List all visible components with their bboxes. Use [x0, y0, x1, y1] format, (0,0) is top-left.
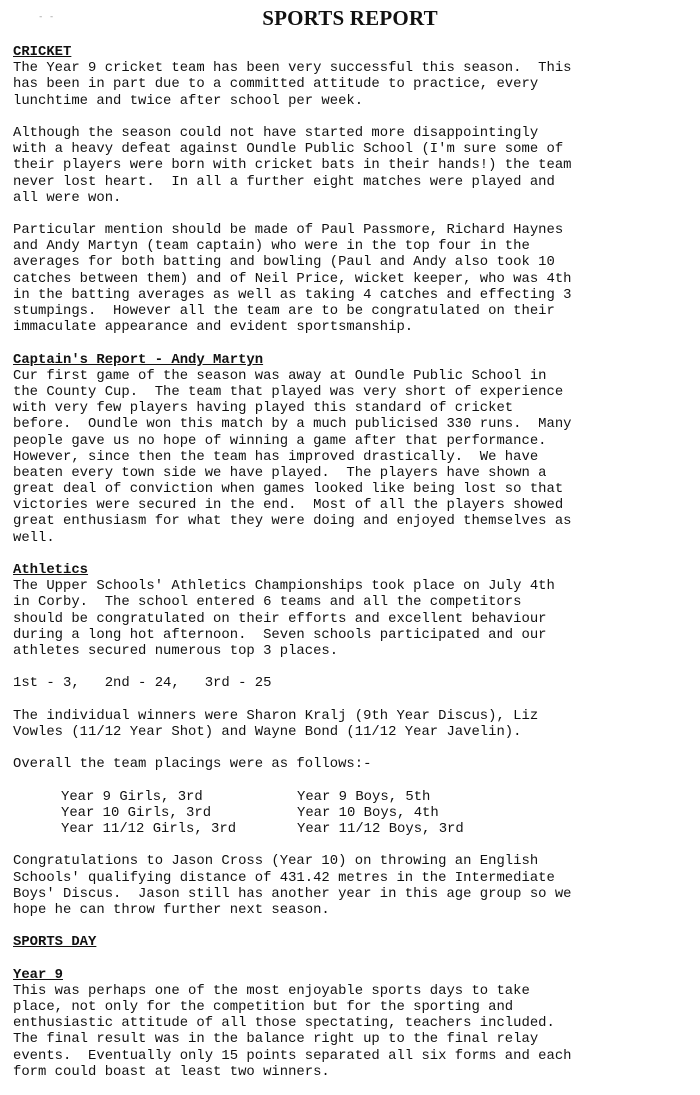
- text-line: great enthusiasm for what they were doing and enjoyed themselves as: [13, 513, 572, 530]
- text-line: the County Cup. The team that played was very short of experience: [13, 383, 564, 400]
- text-line: should be congratulated on their efforts and excellent behaviour: [13, 610, 547, 627]
- spacer: [13, 837, 697, 853]
- spacer: [13, 772, 697, 788]
- text-line: However, since then the team has improved drastically. We have: [13, 448, 539, 465]
- text-line: Boys' Discus. Jason still has another year in this age group so we: [13, 885, 572, 902]
- spacer: [13, 918, 697, 934]
- girls-placing: Year 10 Girls, 3rd: [61, 804, 212, 821]
- text-line: This was perhaps one of the most enjoyable sports days to take: [13, 982, 530, 999]
- placings-row: [13, 789, 697, 805]
- text-line: stumpings. However all the team are to be congratulated on their: [13, 303, 555, 319]
- text-line: The Year 9 cricket team has been very successful this season. This: [13, 60, 572, 77]
- year-9-subheading: Year 9: [13, 966, 64, 983]
- text-line: in the batting averages as well as taking 4 catches and effecting 3: [13, 286, 572, 303]
- cricket-heading: CRICKET: [13, 44, 72, 60]
- report-body: [13, 44, 697, 1080]
- text-line: beaten every town side we have played. The players have shown a: [13, 464, 547, 481]
- text-line: with very few players having played this standard of cricket: [13, 400, 514, 417]
- girls-placing: Year 9 Girls, 3rd: [61, 788, 203, 805]
- text-line: averages for both batting and bowling (Paul and Andy also took 10: [13, 254, 555, 271]
- text-line: before. Oundle won this match by a much publicised 330 runs. Many: [13, 416, 572, 433]
- placings-row: [13, 821, 697, 837]
- text-line: place, not only for the competition but for the sporting and: [13, 999, 514, 1016]
- text-line: The Upper Schools' Athletics Championships took place on July 4th: [13, 578, 555, 595]
- captain-report-heading: Captain's Report - Andy Martyn: [13, 351, 264, 368]
- text-line: Congratulations to Jason Cross (Year 10) on throwing an English: [13, 853, 539, 870]
- page-title: SPORTS REPORT: [262, 6, 438, 30]
- text-line: great deal of conviction when games looked like being lost so that: [13, 481, 564, 498]
- text-line: hope he can throw further next season.: [13, 901, 330, 918]
- text-line: The final result was in the balance right up to the final relay: [13, 1031, 539, 1048]
- text-line: lunchtime and twice after school per week.: [13, 92, 364, 109]
- text-line: victories were secured in the end. Most of all the players showed: [13, 497, 564, 514]
- text-line: catches between them) and of Neil Price, wicket keeper, who was 4th: [13, 270, 572, 287]
- corner-mark: - -: [38, 12, 55, 22]
- sports-day-heading: SPORTS DAY: [13, 934, 97, 951]
- boys-placing: Year 9 Boys, 5th: [297, 788, 431, 805]
- text-line: their players were born with cricket bats in their hands!) the team: [13, 157, 572, 174]
- boys-placing: Year 11/12 Boys, 3rd: [297, 821, 464, 837]
- text-line: with a heavy defeat against Oundle Public School (I'm sure some of: [13, 141, 564, 158]
- text-line: people gave us no hope of winning a game after that performance.: [13, 432, 547, 449]
- text-line: never lost heart. In all a further eight matches were played and: [13, 173, 555, 190]
- text-line: enthusiastic attitude of all those spectating, teachers included.: [13, 1015, 555, 1032]
- spacer: [13, 546, 697, 562]
- spacer: [13, 109, 697, 125]
- text-line: Overall the team placings were as follows:-: [13, 756, 372, 773]
- girls-placing: Year 11/12 Girls, 3rd: [61, 821, 237, 837]
- text-line: well.: [13, 529, 55, 546]
- boys-placing: Year 10 Boys, 4th: [297, 804, 439, 821]
- text-line: Although the season could not have started more disappointingly: [13, 124, 539, 141]
- text-line: Particular mention should be made of Paul Passmore, Richard Haynes: [13, 222, 564, 239]
- text-line: Vowles (11/12 Year Shot) and Wayne Bond (11/12 Year Javelin).: [13, 723, 522, 740]
- spacer: [13, 951, 697, 967]
- text-line: Cur first game of the season was away at Oundle Public School in: [13, 367, 547, 384]
- text-line: during a long hot afternoon. Seven schools participated and our: [13, 626, 547, 643]
- text-line: athletes secured numerous top 3 places.: [13, 642, 339, 659]
- spacer: [13, 206, 697, 222]
- text-line: in Corby. The school entered 6 teams and all the competitors: [13, 594, 522, 611]
- text-line: Schools' qualifying distance of 431.42 metres in the Intermediate: [13, 869, 555, 886]
- spacer: [13, 692, 697, 708]
- spacer: [13, 740, 697, 756]
- text-line: and Andy Martyn (team captain) who were in the top four in the: [13, 238, 530, 255]
- placings-tally: 1st - 3, 2nd - 24, 3rd - 25: [13, 675, 272, 692]
- spacer: [13, 659, 697, 675]
- text-line: immaculate appearance and evident sportsmanship.: [13, 319, 414, 336]
- text-line: events. Eventually only 15 points separated all six forms and each: [13, 1047, 572, 1064]
- text-line: The individual winners were Sharon Kralj (9th Year Discus), Liz: [13, 707, 539, 724]
- text-line: all were won.: [13, 189, 122, 206]
- text-line: form could boast at least two winners.: [13, 1063, 330, 1080]
- placings-row: [13, 805, 697, 821]
- athletics-heading: Athletics: [13, 562, 89, 578]
- text-line: has been in part due to a committed attitude to practice, every: [13, 76, 539, 93]
- spacer: [13, 335, 697, 351]
